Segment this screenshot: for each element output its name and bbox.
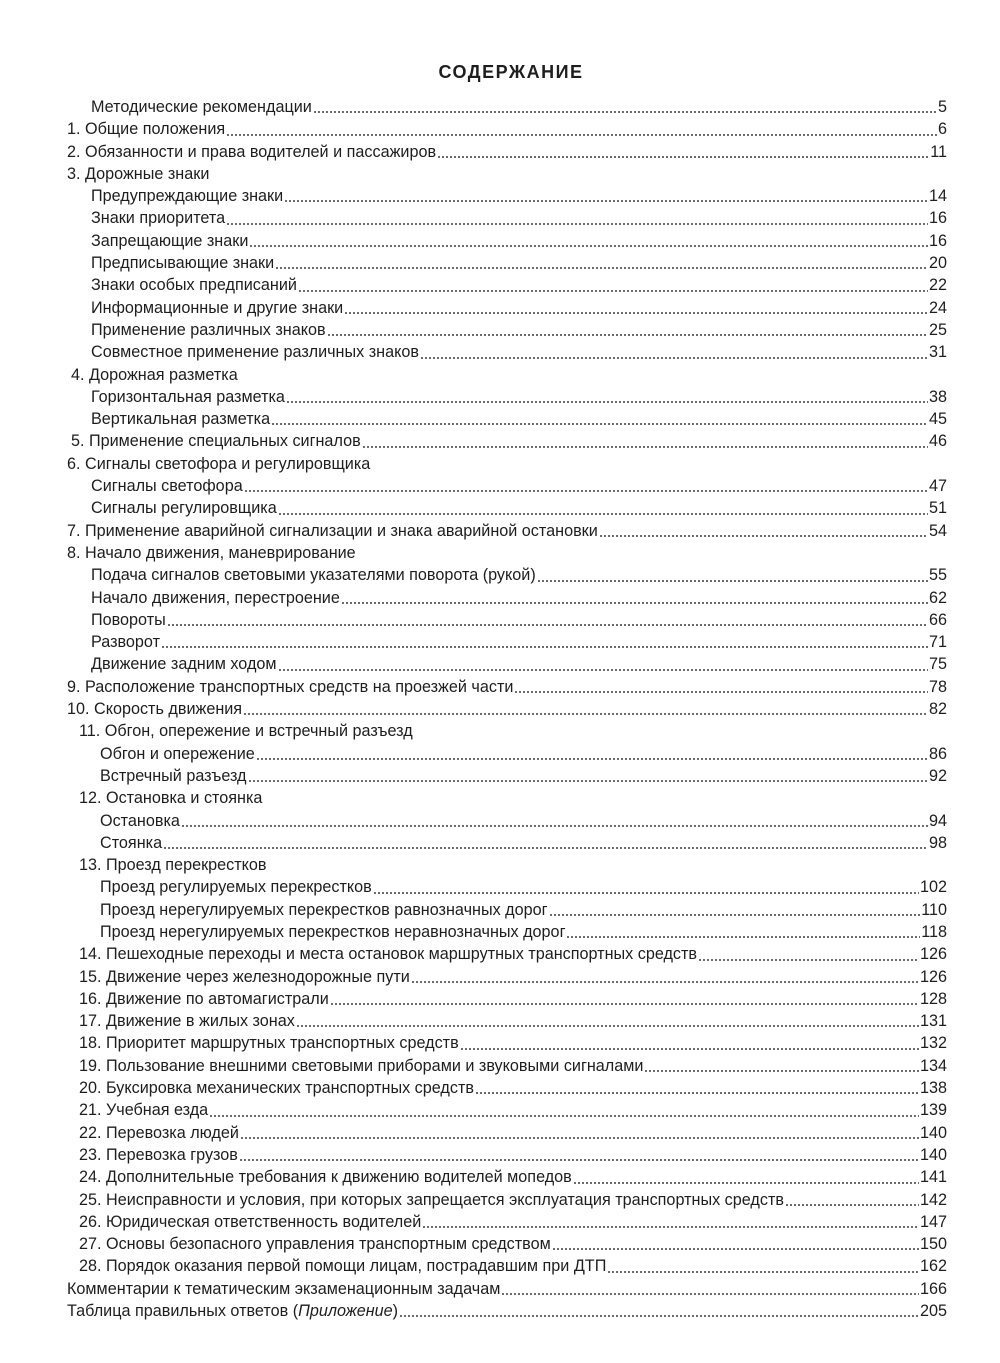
toc-entry-label: 17. Движение в жилых зонах: [79, 1012, 295, 1031]
toc-entry[interactable]: [67, 832, 947, 854]
toc-entry[interactable]: [67, 1122, 947, 1144]
page-title: СОДЕРЖАНИЕ: [438, 62, 584, 83]
toc-entry[interactable]: [67, 698, 947, 720]
toc-entry-label: 12. Остановка и стоянка: [79, 789, 263, 808]
toc-entry-page-number: 31: [928, 343, 947, 362]
toc-entry-label: 25. Неисправности и условия, при которых запрещается эксплуатация транспортных средств: [79, 1190, 784, 1209]
toc-entry-page-number: 94: [928, 811, 947, 830]
toc-entry[interactable]: [67, 810, 947, 832]
toc-entry-label: 1. Общие положения: [67, 120, 226, 139]
dot-leader: [573, 1179, 919, 1185]
dot-leader: [549, 911, 921, 917]
toc-entry-page-number: 150: [919, 1235, 947, 1254]
toc-entry-label: Предписывающие знаки: [91, 254, 275, 273]
dot-leader: [271, 420, 928, 426]
dot-leader: [327, 331, 928, 337]
dot-leader: [552, 1245, 919, 1251]
toc-entry-label: 13. Проезд перекрестков: [79, 856, 267, 875]
toc-entry-label: Повороты: [91, 610, 166, 629]
toc-entry-page-number: 11: [930, 142, 947, 161]
toc-entry-page-number: 138: [919, 1079, 947, 1098]
toc-entry-page-number: 66: [928, 610, 947, 629]
toc-entry-page-number: 22: [928, 276, 947, 295]
toc-entry[interactable]: [67, 542, 947, 564]
dot-leader: [278, 510, 928, 516]
toc-entry-page-number: 78: [928, 677, 947, 696]
toc-entry-label: 5. Применение специальных сигналов: [71, 432, 361, 451]
toc-entry[interactable]: [67, 876, 947, 898]
dot-leader: [226, 220, 928, 226]
dot-leader: [422, 1223, 919, 1229]
toc-entry-page-number: 126: [919, 967, 947, 986]
toc-entry-page-number: 46: [928, 432, 947, 451]
toc-entry[interactable]: [67, 96, 947, 118]
toc-entry-page-number: 14: [928, 187, 947, 206]
dot-leader: [698, 956, 919, 962]
toc-entry[interactable]: [67, 921, 947, 943]
toc-entry[interactable]: [67, 274, 947, 296]
toc-entry[interactable]: [67, 207, 947, 229]
dot-leader: [362, 443, 928, 449]
toc-entry[interactable]: [67, 1099, 947, 1121]
toc-entry-label: 14. Пешеходные переходы и места остановок маршрутных транспортных средств: [79, 945, 698, 964]
toc-entry[interactable]: [67, 676, 947, 698]
dot-leader: [607, 1268, 919, 1274]
toc-entry-label: Подача сигналов световыми указателями поворота (рукой): [91, 566, 536, 585]
dot-leader: [460, 1045, 919, 1051]
toc-entry[interactable]: [67, 609, 947, 631]
toc-entry-page-number: 118: [921, 922, 947, 941]
toc-entry-label: 24. Дополнительные требования к движению водителей мопедов: [79, 1168, 572, 1187]
dot-leader: [239, 1156, 919, 1162]
dot-leader: [644, 1067, 919, 1073]
toc-entry[interactable]: [67, 364, 947, 386]
toc-entry-page-number: 6: [937, 120, 947, 139]
toc-entry-page-number: 24: [928, 298, 947, 317]
toc-entry[interactable]: [67, 854, 947, 876]
toc-entry-page-number: 47: [928, 477, 947, 496]
toc-entry-label: 8. Начало движения, маневрирование: [67, 543, 356, 562]
toc-entry[interactable]: [67, 1233, 947, 1255]
dot-leader: [537, 577, 928, 583]
dot-leader: [420, 354, 928, 360]
toc-entry-page-number: 86: [928, 744, 947, 763]
toc-entry-label: Знаки приоритета: [91, 209, 226, 228]
toc-entry-label: 2. Обязанности и права водителей и пассажиров: [67, 142, 437, 161]
toc-entry-label-part: ): [392, 1302, 399, 1321]
toc-entry-label: Стоянка: [100, 833, 163, 852]
toc-entry-page-number: 71: [928, 633, 947, 652]
toc-entry-page-number: 25: [928, 320, 947, 339]
toc-entry[interactable]: [67, 587, 947, 609]
toc-entry-label-italic: Приложение: [298, 1302, 393, 1321]
dot-leader: [181, 822, 928, 828]
toc-entry-label: 26. Юридическая ответственность водителей: [79, 1212, 422, 1231]
toc-entry[interactable]: [67, 1255, 947, 1277]
toc-entry[interactable]: [67, 1278, 947, 1300]
dot-leader: [411, 978, 919, 984]
toc-entry[interactable]: [67, 453, 947, 475]
toc-entry[interactable]: [67, 497, 947, 519]
toc-entry-page-number: 162: [919, 1257, 947, 1276]
toc-entry-label: 7. Применение аварийной сигнализации и знака аварийной остановки: [67, 521, 598, 540]
toc-entry-label: Встречный разъезд: [100, 766, 247, 785]
toc-entry[interactable]: [67, 341, 947, 363]
toc-entry-page-number: 134: [919, 1056, 947, 1075]
toc-entry-label: 23. Перевозка грузов: [79, 1145, 238, 1164]
toc-entry-label: Применение различных знаков: [91, 320, 326, 339]
toc-entry-label: [67, 1300, 398, 1322]
toc-entry-label: 9. Расположение транспортных средств на проезжей части: [67, 677, 514, 696]
dot-leader: [286, 398, 928, 404]
dot-leader: [330, 1000, 919, 1006]
toc-entry-label: Знаки особых предписаний: [91, 276, 297, 295]
dot-leader: [296, 1022, 919, 1028]
toc-entry-label: 4. Дорожная разметка: [71, 365, 238, 384]
dot-leader: [437, 153, 929, 159]
toc-entry[interactable]: [67, 118, 947, 140]
toc-entry[interactable]: [67, 297, 947, 319]
toc-entry-page-number: 20: [928, 254, 947, 273]
toc-entry-label: 27. Основы безопасного управления транспортным средством: [79, 1235, 551, 1254]
toc-entry[interactable]: [67, 787, 947, 809]
toc-entry-page-number: 205: [919, 1302, 947, 1321]
toc-entry[interactable]: [67, 1166, 947, 1188]
toc-entry-label: 28. Порядок оказания первой помощи лицам, пострадавшим при ДТП: [79, 1257, 607, 1276]
toc-entry-label: Запрещающие знаки: [91, 231, 249, 250]
dot-leader: [240, 1134, 919, 1140]
dot-leader: [501, 1290, 919, 1296]
toc-entry[interactable]: [67, 141, 947, 163]
dot-leader: [284, 197, 928, 203]
toc-entry[interactable]: [67, 943, 947, 965]
toc-entry[interactable]: [67, 631, 947, 653]
toc-entry-page-number: 139: [919, 1101, 947, 1120]
dot-leader: [244, 487, 928, 493]
toc-entry-label: Предупреждающие знаки: [91, 187, 284, 206]
toc-entry-label: 3. Дорожные знаки: [67, 164, 210, 183]
toc-entry-page-number: 140: [919, 1123, 947, 1142]
dot-leader: [514, 688, 928, 694]
toc-entry-label: Сигналы светофора: [91, 477, 243, 496]
dot-leader: [313, 108, 937, 114]
toc-entry-label: Проезд нерегулируемых перекрестков равнозначных дорог: [100, 900, 548, 919]
toc-entry-page-number: 45: [928, 410, 947, 429]
toc-entry[interactable]: [67, 319, 947, 341]
toc-entry[interactable]: [67, 765, 947, 787]
toc-entry-page-number: 51: [928, 499, 947, 518]
toc-entry[interactable]: [67, 1010, 947, 1032]
dot-leader: [399, 1312, 919, 1318]
toc-entry-label: Методические рекомендации: [91, 98, 312, 116]
toc-entry[interactable]: [67, 475, 947, 497]
table-of-contents: [67, 96, 947, 1322]
toc-entry-label: 18. Приоритет маршрутных транспортных средств: [79, 1034, 459, 1053]
toc-entry-page-number: 55: [928, 566, 947, 585]
toc-entry-page-number: 141: [919, 1168, 947, 1187]
dot-leader: [167, 621, 928, 627]
toc-entry-label: Остановка: [100, 811, 180, 830]
toc-entry[interactable]: [67, 1211, 947, 1233]
toc-entry[interactable]: [67, 720, 947, 742]
dot-leader: [163, 844, 928, 850]
toc-entry[interactable]: [67, 899, 947, 921]
toc-entry[interactable]: [67, 408, 947, 430]
dot-leader: [599, 532, 928, 538]
toc-entry[interactable]: [67, 564, 947, 586]
toc-entry[interactable]: [67, 966, 947, 988]
dot-leader: [275, 264, 928, 270]
toc-entry-label: Движение задним ходом: [91, 655, 277, 674]
toc-entry[interactable]: [67, 252, 947, 274]
toc-entry[interactable]: [67, 230, 947, 252]
toc-entry-label: Горизонтальная разметка: [91, 387, 285, 406]
toc-entry-label-part: Таблица правильных ответов (: [67, 1302, 299, 1321]
toc-entry-page-number: 54: [928, 521, 947, 540]
dot-leader: [344, 309, 928, 315]
toc-entry-label: 6. Сигналы светофора и регулировщика: [67, 454, 371, 473]
toc-entry-page-number: 16: [928, 209, 947, 228]
toc-entry-label: 21. Учебная езда: [79, 1101, 209, 1120]
toc-entry-page-number: 82: [928, 700, 947, 719]
toc-entry[interactable]: [67, 1077, 947, 1099]
toc-entry-page-number: 16: [928, 231, 947, 250]
toc-entry-label: 15. Движение через железнодорожные пути: [79, 967, 410, 986]
toc-entry-page-number: 147: [919, 1212, 947, 1231]
toc-entry-page-number: 166: [919, 1279, 947, 1298]
toc-entry-page-number: 98: [928, 833, 947, 852]
toc-entry-page-number: 75: [928, 655, 947, 674]
dot-leader: [475, 1089, 919, 1095]
toc-entry[interactable]: [67, 1032, 947, 1054]
toc-entry-label: 22. Перевозка людей: [79, 1123, 239, 1142]
toc-entry-label: 11. Обгон, опережение и встречный разъезд: [79, 722, 413, 741]
toc-entry-label: 19. Пользование внешними световыми приборами и звуковыми сигналами: [79, 1056, 644, 1075]
toc-entry-label: 10. Скорость движения: [67, 700, 243, 719]
dot-leader: [566, 933, 920, 939]
toc-entry-label: Комментарии к тематическим экзаменационным задачам: [67, 1279, 501, 1298]
toc-entry[interactable]: [67, 1144, 947, 1166]
dot-leader: [161, 643, 928, 649]
toc-entry-page-number: 131: [919, 1012, 947, 1031]
dot-leader: [373, 889, 919, 895]
toc-entry-label: Проезд регулируемых перекрестков: [100, 878, 372, 897]
toc-entry-label: Разворот: [91, 633, 160, 652]
toc-entry[interactable]: [67, 1189, 947, 1211]
toc-entry[interactable]: [67, 386, 947, 408]
toc-entry-page-number: 132: [919, 1034, 947, 1053]
dot-leader: [298, 287, 928, 293]
toc-entry-label: Обгон и опережение: [100, 744, 255, 763]
dot-leader: [226, 131, 937, 137]
dot-leader: [209, 1112, 919, 1118]
toc-entry-label: Начало движения, перестроение: [91, 588, 340, 607]
dot-leader: [243, 710, 928, 716]
toc-entry-label: Сигналы регулировщика: [91, 499, 277, 518]
toc-entry[interactable]: [67, 520, 947, 542]
toc-entry-page-number: 142: [919, 1190, 947, 1209]
toc-entry-page-number: 110: [921, 900, 947, 919]
dot-leader: [248, 777, 928, 783]
toc-entry-label: 16. Движение по автомагистрали: [79, 989, 329, 1008]
dot-leader: [785, 1201, 919, 1207]
toc-entry[interactable]: [67, 430, 947, 452]
toc-entry-page-number: 140: [919, 1145, 947, 1164]
toc-entry-page-number: 5: [937, 98, 947, 116]
toc-entry[interactable]: [67, 163, 947, 185]
toc-entry[interactable]: [67, 1055, 947, 1077]
toc-entry-page-number: 92: [928, 766, 947, 785]
toc-entry[interactable]: [67, 743, 947, 765]
toc-entry[interactable]: [67, 185, 947, 207]
dot-leader: [341, 599, 928, 605]
toc-entry-label: 20. Буксировка механических транспортных средств: [79, 1079, 474, 1098]
toc-entry-label: Вертикальная разметка: [91, 410, 271, 429]
dot-leader: [256, 755, 928, 761]
dot-leader: [249, 242, 928, 248]
toc-entry[interactable]: [67, 988, 947, 1010]
toc-entry[interactable]: [67, 1300, 947, 1322]
toc-entry-page-number: 38: [928, 387, 947, 406]
toc-entry-page-number: 128: [919, 989, 947, 1008]
toc-entry-page-number: 126: [919, 945, 947, 964]
toc-entry-label: Совместное применение различных знаков: [91, 343, 419, 362]
toc-entry[interactable]: [67, 653, 947, 675]
toc-entry-page-number: 62: [928, 588, 947, 607]
toc-entry-label: Проезд нерегулируемых перекрестков неравнозначных дорог: [100, 922, 566, 941]
toc-entry-page-number: 102: [919, 878, 947, 897]
toc-entry-label: Информационные и другие знаки: [91, 298, 344, 317]
dot-leader: [278, 666, 928, 672]
